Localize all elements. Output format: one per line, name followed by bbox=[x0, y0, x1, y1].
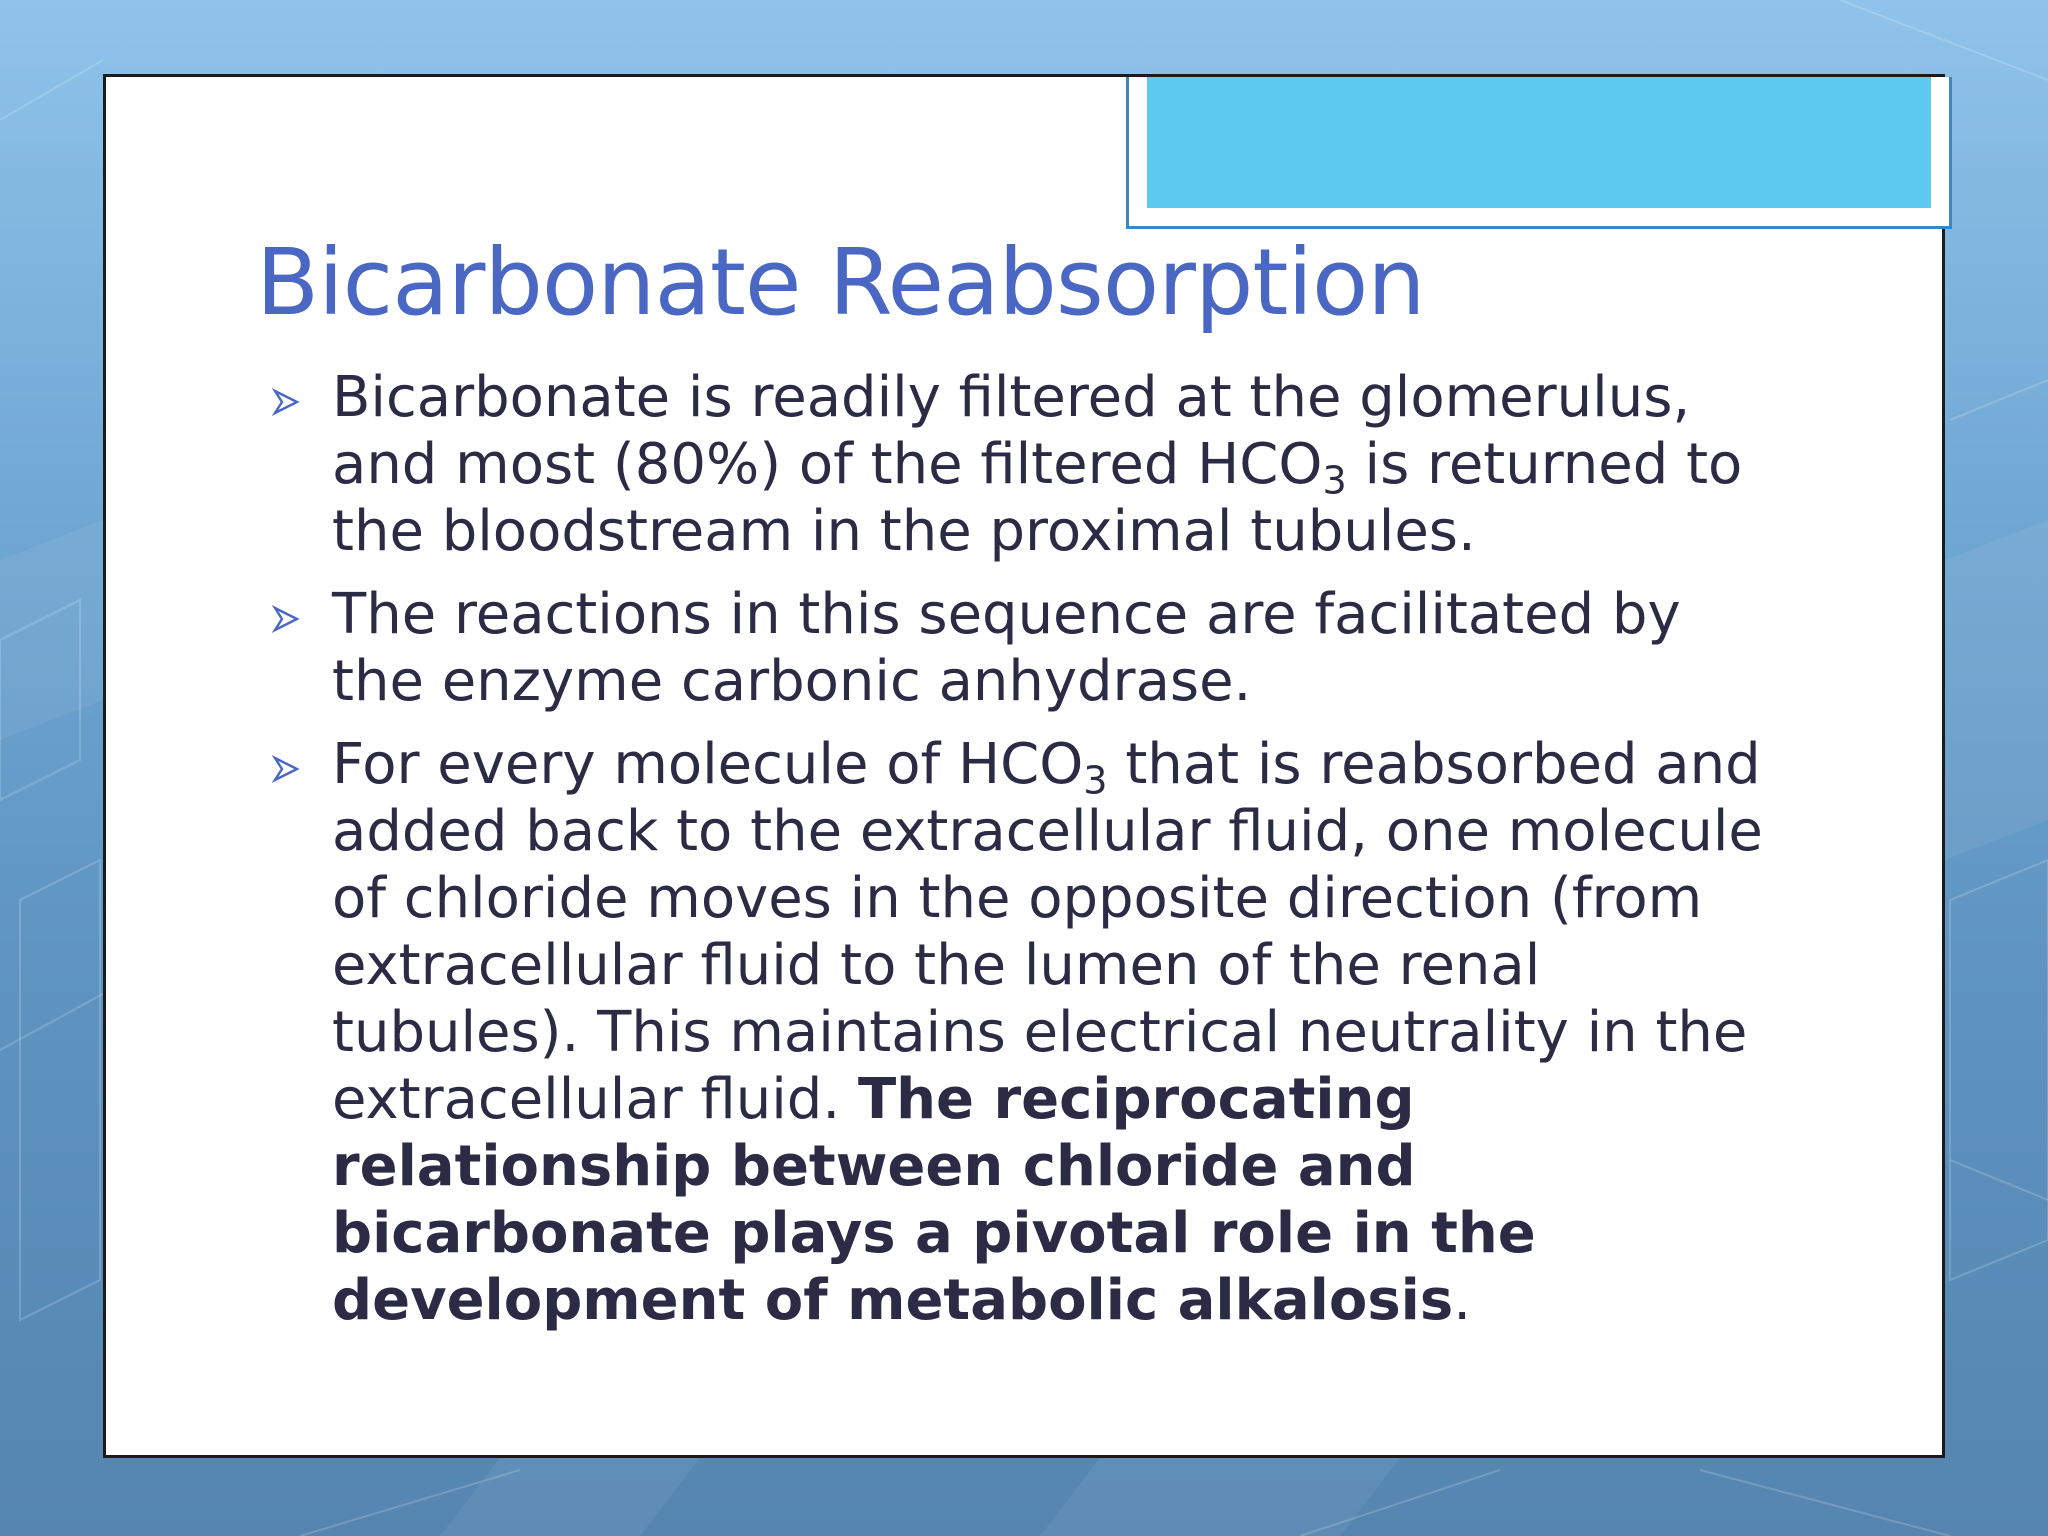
accent-header-box bbox=[1126, 77, 1952, 229]
bullet-3-text-end: . bbox=[1453, 1268, 1471, 1333]
bullet-1-subscript: 3 bbox=[1322, 458, 1347, 503]
arrowhead-bullet-icon bbox=[272, 605, 300, 633]
bullet-list bbox=[268, 364, 1788, 1350]
bullet-3-subscript: 3 bbox=[1083, 758, 1108, 803]
bullet-1-text-after: is returned to the bloodstream in the proximal tubules. bbox=[332, 432, 1743, 564]
arrowhead-bullet-icon bbox=[272, 755, 300, 783]
bullet-3-text-before: For every molecule of HCO bbox=[332, 732, 1084, 797]
arrowhead-bullet-icon bbox=[272, 388, 300, 416]
bullet-item-3 bbox=[268, 731, 1788, 1334]
bullet-2-text: The reactions in this sequence are facilitated by the enzyme carbonic anhydrase. bbox=[332, 582, 1681, 714]
bullet-3-bold-text: The reciprocating relationship between chloride and bicarbonate plays a pivotal role in the development of metabolic alkalosis bbox=[332, 1067, 1536, 1333]
bullet-item-1 bbox=[268, 364, 1788, 565]
bullet-1-text-before: Bicarbonate is readily filtered at the glomerulus, and most (80%) of the filtered HCO bbox=[332, 365, 1691, 497]
bullet-3-text-after: that is reabsorbed and added back to the extracellular fluid, one molecule of chloride moves in the opposite direction (from extracellular fluid to the lumen of the renal tubules). This maintains electrical neutrality in the extracellular fluid. bbox=[332, 732, 1763, 1132]
slide-title: Bicarbonate Reabsorption bbox=[256, 229, 1425, 336]
accent-header-fill bbox=[1147, 77, 1931, 208]
bullet-item-2 bbox=[268, 581, 1788, 715]
